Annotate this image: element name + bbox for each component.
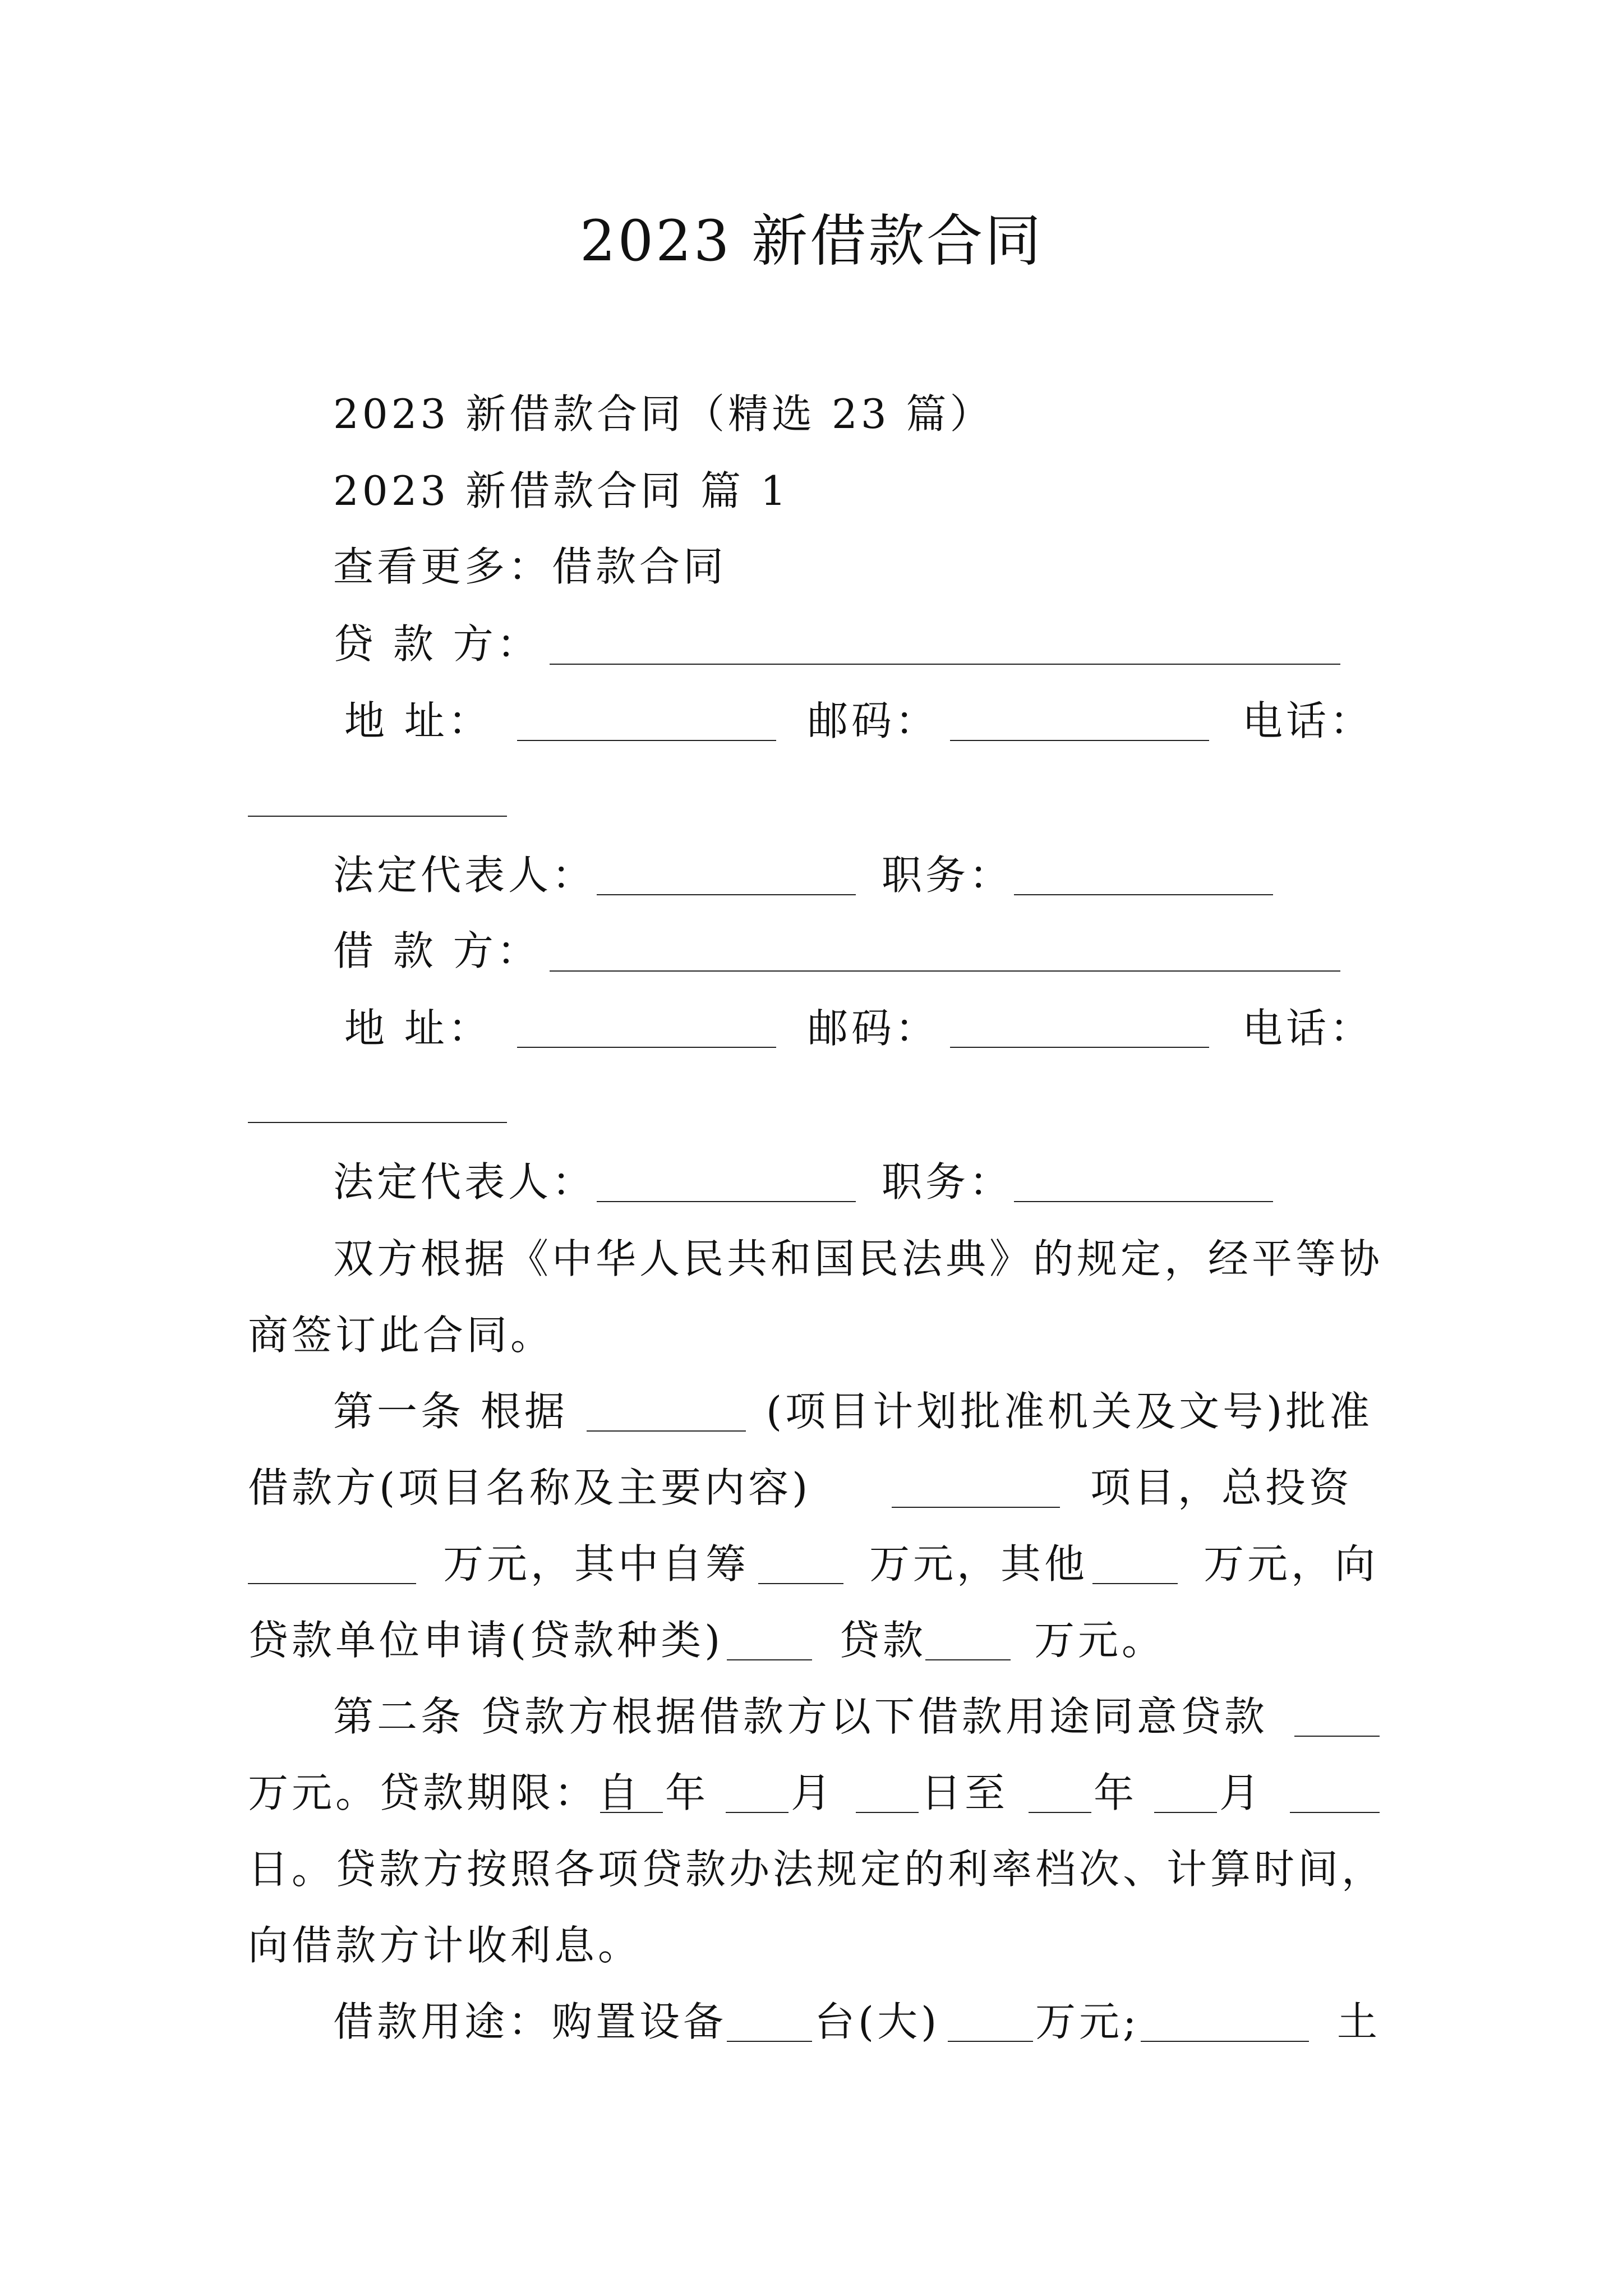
- article2-end-year-blank[interactable]: [1029, 1812, 1091, 1813]
- article2-end-month-blank[interactable]: [1154, 1812, 1217, 1813]
- article1-line-4-part-1: 贷款单位申请(贷款种类): [248, 1617, 724, 1664]
- see-more-link[interactable]: 查看更多：借款合同: [333, 543, 727, 590]
- article1-approval-blank[interactable]: [587, 1430, 746, 1432]
- article1-loan-amount-blank[interactable]: [925, 1659, 1011, 1660]
- article1-line-4-part-2: 贷款: [839, 1617, 927, 1664]
- lender-address-blank[interactable]: [517, 740, 776, 741]
- lender-zip-label: 邮码：: [808, 697, 939, 744]
- borrower-position-blank[interactable]: [1014, 1201, 1273, 1202]
- article1-loan-type-blank[interactable]: [727, 1659, 812, 1660]
- lender-zip-blank[interactable]: [950, 740, 1209, 741]
- lender-representative-label: 法定代表人：: [333, 852, 596, 899]
- article1-investment-blank[interactable]: [248, 1583, 416, 1584]
- borrower-position-label: 职务：: [882, 1158, 1013, 1205]
- article1-line-1-end: (项目计划批准机关及文号)批准: [766, 1388, 1373, 1435]
- document-title: 2023 新借款合同: [579, 208, 1044, 274]
- intro-line-2: 商签订此合同。: [248, 1312, 555, 1359]
- lender-position-label: 职务：: [882, 852, 1013, 899]
- article1-line-2-start: 借款方(项目名称及主要内容): [248, 1464, 811, 1511]
- article1-line-1-start: 第一条 根据: [333, 1388, 568, 1435]
- purpose-equipment-count-blank[interactable]: [727, 2041, 812, 2042]
- lender-address-label: 地 址：: [344, 697, 492, 744]
- article1-project-blank[interactable]: [892, 1507, 1060, 1508]
- lender-name-blank[interactable]: [550, 664, 1340, 665]
- borrower-representative-blank[interactable]: [597, 1201, 856, 1202]
- article2-line-2-part-1: 万元。贷款期限：自: [248, 1769, 642, 1816]
- article1-line-3-part-3: 万元，向: [1204, 1540, 1379, 1588]
- purpose-line-part-1: 借款用途：购置设备: [333, 1998, 727, 2045]
- article2-line-3: 日。贷款方按照各项贷款办法规定的利率档次、计算时间，: [248, 1846, 1386, 1893]
- lender-representative-blank[interactable]: [597, 894, 856, 895]
- purpose-line-part-3: 万元;: [1035, 1998, 1140, 2045]
- purpose-line-part-2: 台(大): [814, 1998, 940, 2045]
- article2-line-1: 第二条 贷款方根据借款方以下借款用途同意贷款: [333, 1693, 1268, 1740]
- article2-line-4: 向借款方计收利息。: [248, 1922, 642, 1969]
- article1-line-3-part-1: 万元，其中自筹: [443, 1540, 750, 1588]
- article1-line-3-part-2: 万元，其他: [869, 1540, 1089, 1588]
- borrower-label: 借 款 方：: [333, 927, 541, 974]
- lender-phone-blank[interactable]: [248, 816, 507, 817]
- article2-line-2-part-2: 年: [665, 1769, 709, 1816]
- article1-line-4-part-3: 万元。: [1034, 1617, 1166, 1664]
- article2-line-2-part-3: 月: [791, 1769, 835, 1816]
- borrower-name-blank[interactable]: [550, 970, 1340, 972]
- borrower-phone-label: 电话：: [1242, 1005, 1374, 1052]
- lender-label: 贷 款 方：: [333, 620, 541, 668]
- lender-position-blank[interactable]: [1014, 894, 1273, 895]
- borrower-zip-blank[interactable]: [950, 1047, 1209, 1048]
- borrower-zip-label: 邮码：: [808, 1005, 939, 1052]
- article2-start-month-blank[interactable]: [726, 1812, 789, 1813]
- article2-start-year-blank[interactable]: [600, 1812, 663, 1813]
- borrower-phone-blank[interactable]: [248, 1122, 507, 1123]
- subtitle: 2023 新借款合同（精选 23 篇）: [333, 390, 994, 438]
- article2-end-day-blank[interactable]: [1290, 1812, 1380, 1813]
- borrower-representative-label: 法定代表人：: [333, 1158, 596, 1205]
- article2-line-2-part-5: 年: [1094, 1769, 1138, 1816]
- purpose-line-part-4: 土: [1337, 1998, 1381, 2045]
- article2-line-2-part-6: 月: [1219, 1769, 1264, 1816]
- article1-line-2-end: 项目，总投资: [1090, 1464, 1353, 1511]
- borrower-address-label: 地 址：: [344, 1005, 492, 1052]
- article1-self-funded-blank[interactable]: [758, 1583, 843, 1584]
- lender-phone-label: 电话：: [1242, 697, 1374, 744]
- purpose-equipment-amount-blank[interactable]: [948, 2041, 1033, 2042]
- article2-line-2-part-4: 日至: [921, 1769, 1009, 1816]
- part-heading: 2023 新借款合同 篇 1: [333, 467, 790, 514]
- article2-amount-blank[interactable]: [1294, 1736, 1380, 1737]
- article1-other-blank[interactable]: [1092, 1583, 1178, 1584]
- article2-start-day-blank[interactable]: [856, 1812, 919, 1813]
- intro-line-1: 双方根据《中华人民共和国民法典》的规定，经平等协: [333, 1235, 1384, 1282]
- borrower-address-blank[interactable]: [517, 1047, 776, 1048]
- purpose-other-blank[interactable]: [1141, 2041, 1309, 2042]
